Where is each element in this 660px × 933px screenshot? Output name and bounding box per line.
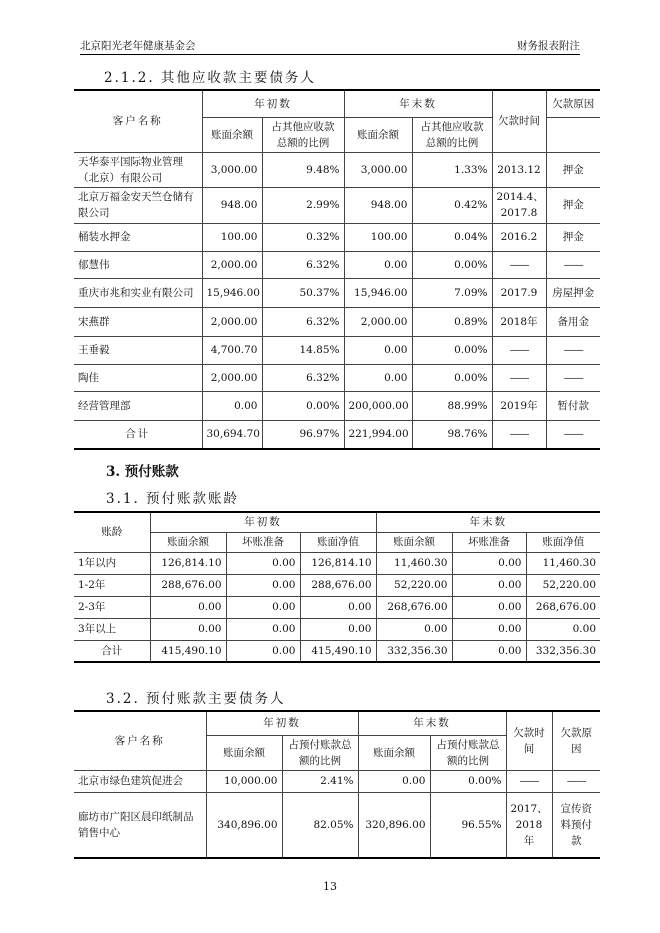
cell-end-balance: 11,460.30 xyxy=(376,552,452,574)
col-header-end-balance: 账面余额 xyxy=(344,117,412,152)
cell-begin-provision: 0.00 xyxy=(226,640,300,662)
cell-end-net: 11,460.30 xyxy=(526,552,600,574)
col-header-time: 欠款时间 xyxy=(506,711,552,770)
cell-customer: 廊坊市广阳区晨印纸制品销售中心 xyxy=(74,792,206,858)
col-header-begin: 年初数 xyxy=(202,90,344,117)
cell-end-balance: 332,356.30 xyxy=(376,640,452,662)
col-header-reason: 欠款原因 xyxy=(546,90,600,117)
cell-end-provision: 0.00 xyxy=(452,640,526,662)
cell-end-balance: 0.00 xyxy=(358,770,430,792)
cell-begin-net: 288,676.00 xyxy=(300,574,376,596)
cell-begin-ratio: 96.97% xyxy=(262,420,344,449)
cell-time: 2017、2018年 xyxy=(506,792,552,858)
cell-age: 3年以上 xyxy=(74,618,150,640)
col-header-begin-net: 账面净值 xyxy=(300,532,376,552)
cell-reason: —— xyxy=(546,336,600,364)
cell-begin-net: 126,814.10 xyxy=(300,552,376,574)
table-row xyxy=(74,574,600,596)
table-row xyxy=(74,618,600,640)
cell-end-ratio: 0.42% xyxy=(412,187,492,223)
cell-end-balance: 948.00 xyxy=(344,187,412,223)
cell-begin-ratio: 6.32% xyxy=(262,307,344,336)
cell-end-provision: 0.00 xyxy=(452,552,526,574)
cell-customer: 天华泰平国际物业管理（北京）有限公司 xyxy=(74,152,202,187)
cell-customer: 宋燕群 xyxy=(74,307,202,336)
cell-begin-balance: 15,946.00 xyxy=(202,278,262,307)
col-header-begin-provision: 坏账准备 xyxy=(226,532,300,552)
col-header-end-ratio: 占预付账款总额的比例 xyxy=(430,735,506,770)
cell-begin-balance: 10,000.00 xyxy=(206,770,282,792)
cell-end-ratio: 7.09% xyxy=(412,278,492,307)
cell-begin-balance: 3,000.00 xyxy=(202,152,262,187)
cell-end-provision: 0.00 xyxy=(452,574,526,596)
cell-end-ratio: 98.76% xyxy=(412,420,492,449)
blank-cell xyxy=(546,117,600,152)
cell-reason: —— xyxy=(546,364,600,391)
cell-age: 2-3年 xyxy=(74,596,150,618)
cell-begin-balance: 948.00 xyxy=(202,187,262,223)
cell-reason: 押金 xyxy=(546,187,600,223)
table-row xyxy=(74,223,600,251)
cell-begin-balance: 30,694.70 xyxy=(202,420,262,449)
cell-end-balance: 0.00 xyxy=(344,251,412,278)
cell-end-net: 332,356.30 xyxy=(526,640,600,662)
cell-total-label: 合计 xyxy=(74,420,202,449)
col-header-begin-ratio: 占预付账款总额的比例 xyxy=(282,735,358,770)
cell-time: 2017.9 xyxy=(492,278,546,307)
cell-end-net: 52,220.00 xyxy=(526,574,600,596)
cell-reason: 宣传资料预付款 xyxy=(552,792,600,858)
cell-end-balance: 100.00 xyxy=(344,223,412,251)
table-row xyxy=(74,152,600,187)
col-header-age: 账龄 xyxy=(74,512,150,552)
col-header-begin: 年初数 xyxy=(206,711,358,735)
cell-begin-ratio: 0.00% xyxy=(262,391,344,420)
cell-time: —— xyxy=(492,336,546,364)
cell-begin-balance: 100.00 xyxy=(202,223,262,251)
col-header-customer: 客户名称 xyxy=(74,90,202,152)
cell-time: 2018年 xyxy=(492,307,546,336)
cell-begin-ratio: 0.32% xyxy=(262,223,344,251)
cell-begin-ratio: 9.48% xyxy=(262,152,344,187)
section-heading-2-1-2: 2.1.2. 其他应收款主要债务人 xyxy=(104,70,316,86)
section-heading-3: 3. 预付账款 xyxy=(106,464,179,480)
cell-end-net: 0.00 xyxy=(526,618,600,640)
table-row xyxy=(74,792,600,858)
cell-time: —— xyxy=(492,364,546,391)
cell-end-balance: 0.00 xyxy=(344,364,412,391)
table-row xyxy=(74,552,600,574)
cell-begin-net: 415,490.10 xyxy=(300,640,376,662)
col-header-begin: 年初数 xyxy=(150,512,376,532)
cell-begin-balance: 0.00 xyxy=(150,596,226,618)
cell-begin-balance: 2,000.00 xyxy=(202,307,262,336)
cell-end-ratio: 96.55% xyxy=(430,792,506,858)
cell-time: —— xyxy=(506,770,552,792)
cell-begin-provision: 0.00 xyxy=(226,552,300,574)
cell-customer: 经营管理部 xyxy=(74,391,202,420)
table-row xyxy=(74,187,600,223)
col-header-end: 年末数 xyxy=(376,512,600,532)
col-header-begin-balance: 账面余额 xyxy=(202,117,262,152)
cell-age: 1年以内 xyxy=(74,552,150,574)
cell-end-ratio: 0.00% xyxy=(430,770,506,792)
cell-time: 2014.4、2017.8 xyxy=(492,187,546,223)
col-header-end-balance: 账面余额 xyxy=(376,532,452,552)
table-row xyxy=(74,251,600,278)
header-org-name: 北京阳光老年健康基金会 xyxy=(80,40,196,52)
cell-customer: 北京万福金安天竺仓储有限公司 xyxy=(74,187,202,223)
cell-end-ratio: 1.33% xyxy=(412,152,492,187)
cell-end-net: 268,676.00 xyxy=(526,596,600,618)
cell-end-provision: 0.00 xyxy=(452,596,526,618)
cell-end-balance: 320,896.00 xyxy=(358,792,430,858)
cell-end-ratio: 0.89% xyxy=(412,307,492,336)
col-header-time: 欠款时间 xyxy=(492,90,546,152)
col-header-end-provision: 坏账准备 xyxy=(452,532,526,552)
cell-begin-provision: 0.00 xyxy=(226,596,300,618)
cell-customer: 陶佳 xyxy=(74,364,202,391)
cell-begin-ratio: 14.85% xyxy=(262,336,344,364)
cell-reason: 押金 xyxy=(546,152,600,187)
prepayment-debtors-table xyxy=(74,710,600,859)
cell-end-ratio: 0.00% xyxy=(412,336,492,364)
cell-time: 2013.12 xyxy=(492,152,546,187)
col-header-end: 年末数 xyxy=(358,711,506,735)
prepayment-aging-table xyxy=(74,511,600,663)
table-row xyxy=(74,391,600,420)
cell-reason: 备用金 xyxy=(546,307,600,336)
other-receivables-table xyxy=(74,89,600,450)
table-row-total xyxy=(74,420,600,449)
cell-end-provision: 0.00 xyxy=(452,618,526,640)
cell-end-ratio: 0.00% xyxy=(412,364,492,391)
cell-begin-ratio: 50.37% xyxy=(262,278,344,307)
page-number: 13 xyxy=(323,880,337,893)
table-row xyxy=(74,596,600,618)
cell-customer: 重庆市兆和实业有限公司 xyxy=(74,278,202,307)
cell-begin-balance: 288,676.00 xyxy=(150,574,226,596)
cell-reason: —— xyxy=(546,420,600,449)
cell-time: —— xyxy=(492,420,546,449)
page-header xyxy=(80,36,580,55)
col-header-end-balance: 账面余额 xyxy=(358,735,430,770)
cell-begin-balance: 126,814.10 xyxy=(150,552,226,574)
col-header-end-ratio: 占其他应收款总额的比例 xyxy=(412,117,492,152)
col-header-begin-balance: 账面余额 xyxy=(206,735,282,770)
cell-reason: —— xyxy=(546,251,600,278)
cell-begin-ratio: 2.41% xyxy=(282,770,358,792)
cell-end-balance: 200,000.00 xyxy=(344,391,412,420)
cell-customer: 郁慧伟 xyxy=(74,251,202,278)
col-header-end: 年末数 xyxy=(344,90,492,117)
table-row-total xyxy=(74,640,600,662)
cell-customer: 王垂毅 xyxy=(74,336,202,364)
header-doc-title: 财务报表附注 xyxy=(517,40,580,52)
cell-end-balance: 2,000.00 xyxy=(344,307,412,336)
cell-begin-ratio: 2.99% xyxy=(262,187,344,223)
col-header-begin-balance: 账面余额 xyxy=(150,532,226,552)
cell-end-ratio: 88.99% xyxy=(412,391,492,420)
cell-end-balance: 0.00 xyxy=(344,336,412,364)
cell-reason: 暂付款 xyxy=(546,391,600,420)
col-header-reason: 欠款原因 xyxy=(552,711,600,770)
cell-begin-ratio: 6.32% xyxy=(262,364,344,391)
cell-customer: 桶装水押金 xyxy=(74,223,202,251)
section-heading-3-2: 3.2. 预付账款主要债务人 xyxy=(106,691,286,707)
col-header-end-net: 账面净值 xyxy=(526,532,600,552)
cell-time: 2016.2 xyxy=(492,223,546,251)
cell-begin-ratio: 6.32% xyxy=(262,251,344,278)
cell-end-balance: 0.00 xyxy=(376,618,452,640)
cell-begin-provision: 0.00 xyxy=(226,618,300,640)
cell-begin-balance: 415,490.10 xyxy=(150,640,226,662)
table-row xyxy=(74,364,600,391)
table-row xyxy=(74,278,600,307)
col-header-begin-ratio: 占其他应收款总额的比例 xyxy=(262,117,344,152)
cell-begin-balance: 340,896.00 xyxy=(206,792,282,858)
cell-end-balance: 221,994.00 xyxy=(344,420,412,449)
cell-end-balance: 3,000.00 xyxy=(344,152,412,187)
col-header-customer: 客户名称 xyxy=(74,711,206,770)
cell-end-balance: 15,946.00 xyxy=(344,278,412,307)
table-row xyxy=(74,336,600,364)
cell-reason: 房屋押金 xyxy=(546,278,600,307)
cell-begin-ratio: 82.05% xyxy=(282,792,358,858)
cell-begin-net: 0.00 xyxy=(300,596,376,618)
cell-time: 2019年 xyxy=(492,391,546,420)
cell-begin-provision: 0.00 xyxy=(226,574,300,596)
cell-begin-balance: 2,000.00 xyxy=(202,364,262,391)
cell-reason: —— xyxy=(552,770,600,792)
cell-begin-net: 0.00 xyxy=(300,618,376,640)
cell-total-label: 合计 xyxy=(74,640,150,662)
cell-age: 1-2年 xyxy=(74,574,150,596)
cell-begin-balance: 4,700.70 xyxy=(202,336,262,364)
cell-customer: 北京市绿色建筑促进会 xyxy=(74,770,206,792)
cell-end-ratio: 0.04% xyxy=(412,223,492,251)
section-heading-3-1: 3.1. 预付账款账龄 xyxy=(106,491,240,507)
cell-begin-balance: 0.00 xyxy=(150,618,226,640)
cell-reason: 押金 xyxy=(546,223,600,251)
table-row xyxy=(74,770,600,792)
cell-end-balance: 52,220.00 xyxy=(376,574,452,596)
cell-end-balance: 268,676.00 xyxy=(376,596,452,618)
cell-end-ratio: 0.00% xyxy=(412,251,492,278)
cell-time: —— xyxy=(492,251,546,278)
cell-begin-balance: 0.00 xyxy=(202,391,262,420)
table-row xyxy=(74,307,600,336)
cell-begin-balance: 2,000.00 xyxy=(202,251,262,278)
